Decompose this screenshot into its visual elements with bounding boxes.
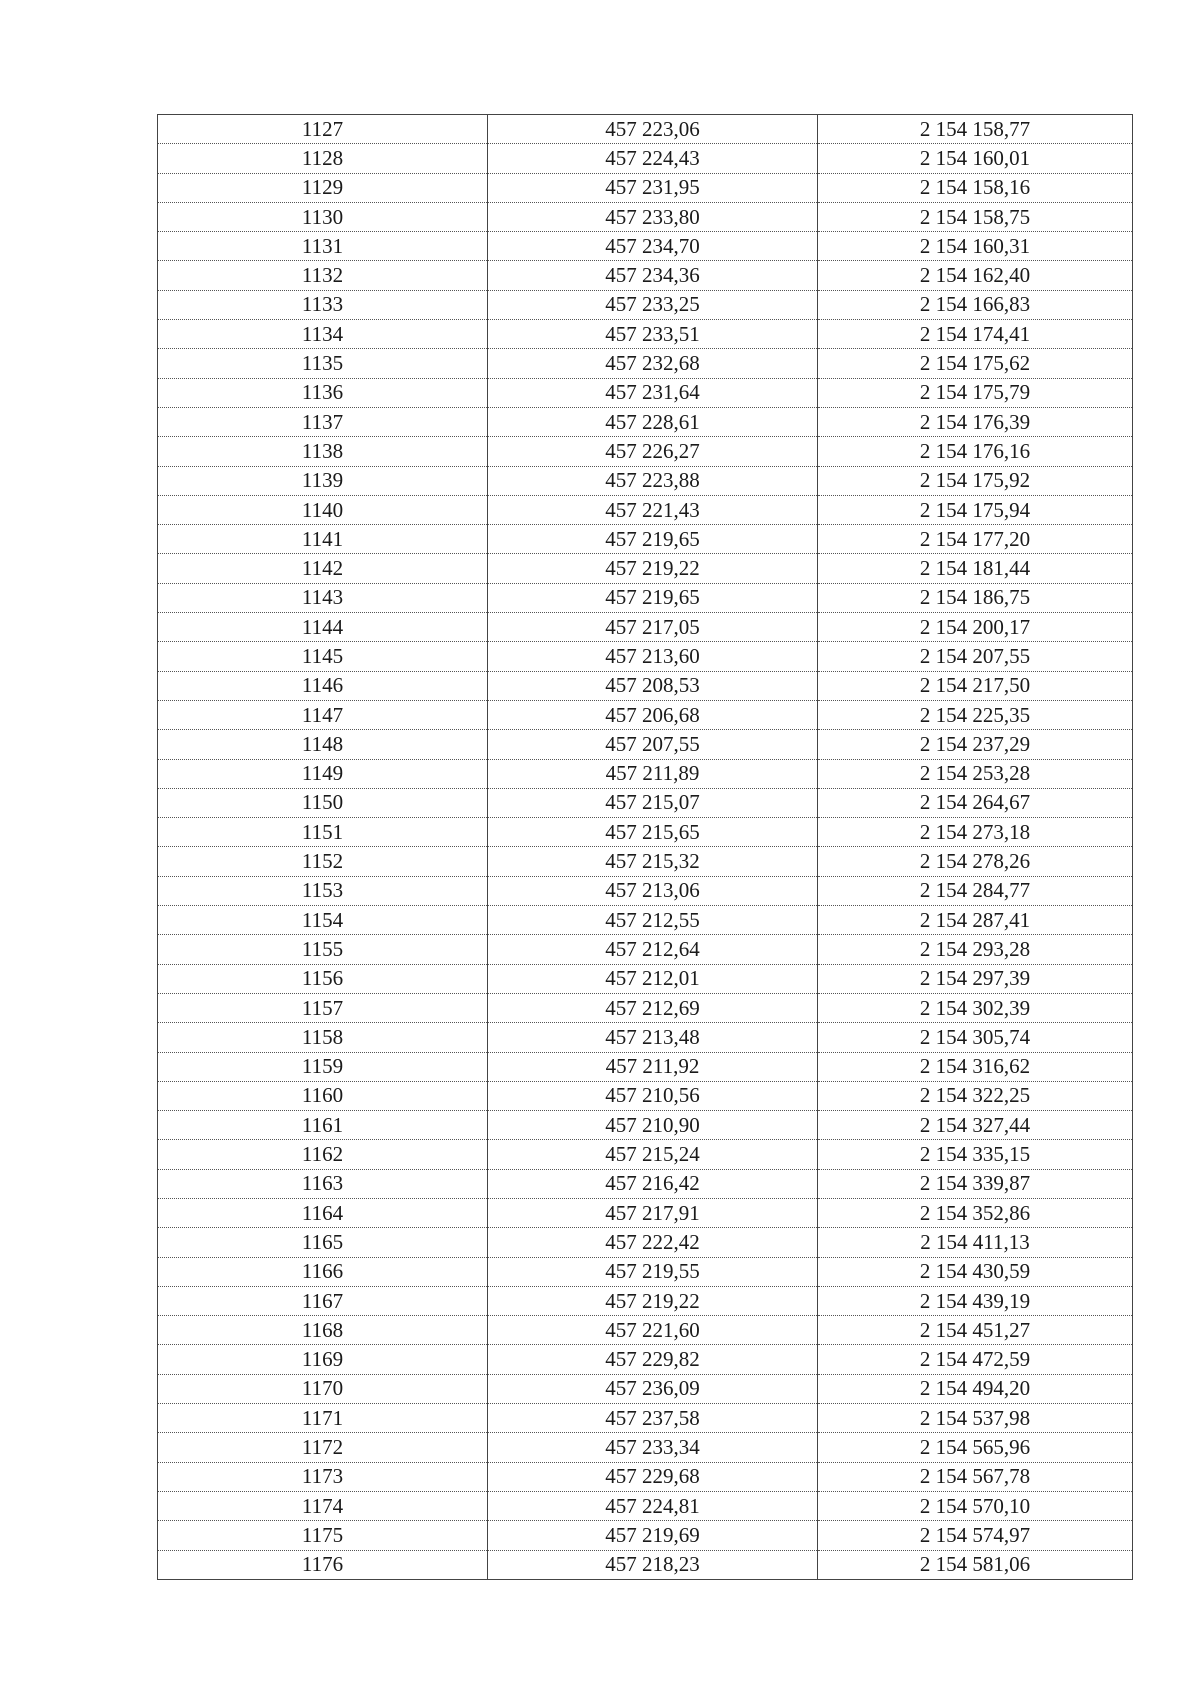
point-number-cell: 1160 <box>158 1081 488 1110</box>
table-row <box>158 1198 1133 1227</box>
y-coordinate-cell: 2 154 158,77 <box>818 115 1133 144</box>
point-number-cell: 1141 <box>158 525 488 554</box>
table-row <box>158 495 1133 524</box>
y-coordinate-cell: 2 154 175,62 <box>818 349 1133 378</box>
point-number-cell: 1137 <box>158 407 488 436</box>
x-coordinate-cell: 457 219,22 <box>488 554 818 583</box>
y-coordinate-cell: 2 154 293,28 <box>818 935 1133 964</box>
table-row <box>158 525 1133 554</box>
x-coordinate-cell: 457 212,01 <box>488 964 818 993</box>
x-coordinate-cell: 457 236,09 <box>488 1374 818 1403</box>
table-row <box>158 261 1133 290</box>
x-coordinate-cell: 457 206,68 <box>488 700 818 729</box>
y-coordinate-cell: 2 154 305,74 <box>818 1023 1133 1052</box>
table-row <box>158 1462 1133 1491</box>
point-number-cell: 1133 <box>158 290 488 319</box>
y-coordinate-cell: 2 154 175,94 <box>818 495 1133 524</box>
point-number-cell: 1153 <box>158 876 488 905</box>
table-row <box>158 876 1133 905</box>
x-coordinate-cell: 457 224,43 <box>488 144 818 173</box>
x-coordinate-cell: 457 223,06 <box>488 115 818 144</box>
y-coordinate-cell: 2 154 207,55 <box>818 642 1133 671</box>
point-number-cell: 1166 <box>158 1257 488 1286</box>
table-row <box>158 1521 1133 1550</box>
point-number-cell: 1158 <box>158 1023 488 1052</box>
table-row <box>158 935 1133 964</box>
table-row <box>158 1433 1133 1462</box>
y-coordinate-cell: 2 154 160,01 <box>818 144 1133 173</box>
table-row <box>158 554 1133 583</box>
table-row <box>158 437 1133 466</box>
table-row <box>158 818 1133 847</box>
point-number-cell: 1146 <box>158 671 488 700</box>
point-number-cell: 1128 <box>158 144 488 173</box>
table-row <box>158 1023 1133 1052</box>
y-coordinate-cell: 2 154 339,87 <box>818 1169 1133 1198</box>
x-coordinate-cell: 457 233,80 <box>488 202 818 231</box>
x-coordinate-cell: 457 221,60 <box>488 1316 818 1345</box>
y-coordinate-cell: 2 154 158,16 <box>818 173 1133 202</box>
x-coordinate-cell: 457 215,24 <box>488 1140 818 1169</box>
x-coordinate-cell: 457 233,34 <box>488 1433 818 1462</box>
x-coordinate-cell: 457 219,65 <box>488 525 818 554</box>
y-coordinate-cell: 2 154 273,18 <box>818 818 1133 847</box>
table-row <box>158 1404 1133 1433</box>
x-coordinate-cell: 457 211,89 <box>488 759 818 788</box>
y-coordinate-cell: 2 154 160,31 <box>818 232 1133 261</box>
y-coordinate-cell: 2 154 158,75 <box>818 202 1133 231</box>
table-row <box>158 788 1133 817</box>
point-number-cell: 1130 <box>158 202 488 231</box>
point-number-cell: 1176 <box>158 1550 488 1579</box>
x-coordinate-cell: 457 213,60 <box>488 642 818 671</box>
x-coordinate-cell: 457 210,56 <box>488 1081 818 1110</box>
table-row <box>158 232 1133 261</box>
point-number-cell: 1149 <box>158 759 488 788</box>
y-coordinate-cell: 2 154 175,79 <box>818 378 1133 407</box>
table-row <box>158 583 1133 612</box>
x-coordinate-cell: 457 215,65 <box>488 818 818 847</box>
y-coordinate-cell: 2 154 567,78 <box>818 1462 1133 1491</box>
point-number-cell: 1157 <box>158 993 488 1022</box>
x-coordinate-cell: 457 233,51 <box>488 320 818 349</box>
x-coordinate-cell: 457 233,25 <box>488 290 818 319</box>
y-coordinate-cell: 2 154 411,13 <box>818 1228 1133 1257</box>
x-coordinate-cell: 457 216,42 <box>488 1169 818 1198</box>
x-coordinate-cell: 457 232,68 <box>488 349 818 378</box>
table-row <box>158 993 1133 1022</box>
coordinates-table <box>157 114 1133 1580</box>
y-coordinate-cell: 2 154 327,44 <box>818 1111 1133 1140</box>
y-coordinate-cell: 2 154 174,41 <box>818 320 1133 349</box>
point-number-cell: 1144 <box>158 613 488 642</box>
table-row <box>158 407 1133 436</box>
point-number-cell: 1164 <box>158 1198 488 1227</box>
point-number-cell: 1161 <box>158 1111 488 1140</box>
y-coordinate-cell: 2 154 225,35 <box>818 700 1133 729</box>
x-coordinate-cell: 457 212,64 <box>488 935 818 964</box>
x-coordinate-cell: 457 217,91 <box>488 1198 818 1227</box>
table-row <box>158 1111 1133 1140</box>
point-number-cell: 1134 <box>158 320 488 349</box>
table-row <box>158 115 1133 144</box>
y-coordinate-cell: 2 154 186,75 <box>818 583 1133 612</box>
y-coordinate-cell: 2 154 494,20 <box>818 1374 1133 1403</box>
point-number-cell: 1138 <box>158 437 488 466</box>
table-row <box>158 1316 1133 1345</box>
x-coordinate-cell: 457 207,55 <box>488 730 818 759</box>
table-row <box>158 202 1133 231</box>
point-number-cell: 1150 <box>158 788 488 817</box>
table-row <box>158 320 1133 349</box>
table-row <box>158 1140 1133 1169</box>
point-number-cell: 1139 <box>158 466 488 495</box>
point-number-cell: 1132 <box>158 261 488 290</box>
table-row <box>158 290 1133 319</box>
x-coordinate-cell: 457 208,53 <box>488 671 818 700</box>
x-coordinate-cell: 457 219,22 <box>488 1286 818 1315</box>
table-row <box>158 466 1133 495</box>
x-coordinate-cell: 457 217,05 <box>488 613 818 642</box>
x-coordinate-cell: 457 219,65 <box>488 583 818 612</box>
point-number-cell: 1131 <box>158 232 488 261</box>
table-row <box>158 671 1133 700</box>
y-coordinate-cell: 2 154 574,97 <box>818 1521 1133 1550</box>
table-row <box>158 700 1133 729</box>
table-row <box>158 173 1133 202</box>
y-coordinate-cell: 2 154 335,15 <box>818 1140 1133 1169</box>
y-coordinate-cell: 2 154 253,28 <box>818 759 1133 788</box>
point-number-cell: 1127 <box>158 115 488 144</box>
x-coordinate-cell: 457 219,69 <box>488 1521 818 1550</box>
point-number-cell: 1148 <box>158 730 488 759</box>
point-number-cell: 1165 <box>158 1228 488 1257</box>
x-coordinate-cell: 457 219,55 <box>488 1257 818 1286</box>
point-number-cell: 1159 <box>158 1052 488 1081</box>
y-coordinate-cell: 2 154 581,06 <box>818 1550 1133 1579</box>
point-number-cell: 1145 <box>158 642 488 671</box>
x-coordinate-cell: 457 213,06 <box>488 876 818 905</box>
point-number-cell: 1163 <box>158 1169 488 1198</box>
point-number-cell: 1129 <box>158 173 488 202</box>
y-coordinate-cell: 2 154 264,67 <box>818 788 1133 817</box>
x-coordinate-cell: 457 229,82 <box>488 1345 818 1374</box>
point-number-cell: 1170 <box>158 1374 488 1403</box>
table-row <box>158 1169 1133 1198</box>
table-row <box>158 1228 1133 1257</box>
table-row <box>158 1491 1133 1520</box>
x-coordinate-cell: 457 223,88 <box>488 466 818 495</box>
point-number-cell: 1172 <box>158 1433 488 1462</box>
x-coordinate-cell: 457 212,55 <box>488 906 818 935</box>
coordinates-table-body <box>158 115 1133 1580</box>
x-coordinate-cell: 457 212,69 <box>488 993 818 1022</box>
y-coordinate-cell: 2 154 570,10 <box>818 1491 1133 1520</box>
y-coordinate-cell: 2 154 177,20 <box>818 525 1133 554</box>
point-number-cell: 1142 <box>158 554 488 583</box>
x-coordinate-cell: 457 215,07 <box>488 788 818 817</box>
table-row <box>158 1286 1133 1315</box>
y-coordinate-cell: 2 154 287,41 <box>818 906 1133 935</box>
point-number-cell: 1175 <box>158 1521 488 1550</box>
x-coordinate-cell: 457 228,61 <box>488 407 818 436</box>
point-number-cell: 1173 <box>158 1462 488 1491</box>
y-coordinate-cell: 2 154 322,25 <box>818 1081 1133 1110</box>
y-coordinate-cell: 2 154 316,62 <box>818 1052 1133 1081</box>
y-coordinate-cell: 2 154 297,39 <box>818 964 1133 993</box>
x-coordinate-cell: 457 226,27 <box>488 437 818 466</box>
table-row <box>158 1052 1133 1081</box>
x-coordinate-cell: 457 211,92 <box>488 1052 818 1081</box>
point-number-cell: 1140 <box>158 495 488 524</box>
x-coordinate-cell: 457 237,58 <box>488 1404 818 1433</box>
point-number-cell: 1136 <box>158 378 488 407</box>
point-number-cell: 1154 <box>158 906 488 935</box>
y-coordinate-cell: 2 154 176,16 <box>818 437 1133 466</box>
y-coordinate-cell: 2 154 166,83 <box>818 290 1133 319</box>
y-coordinate-cell: 2 154 200,17 <box>818 613 1133 642</box>
y-coordinate-cell: 2 154 565,96 <box>818 1433 1133 1462</box>
table-row <box>158 1550 1133 1579</box>
x-coordinate-cell: 457 231,64 <box>488 378 818 407</box>
point-number-cell: 1156 <box>158 964 488 993</box>
point-number-cell: 1135 <box>158 349 488 378</box>
table-row <box>158 759 1133 788</box>
x-coordinate-cell: 457 215,32 <box>488 847 818 876</box>
y-coordinate-cell: 2 154 217,50 <box>818 671 1133 700</box>
point-number-cell: 1152 <box>158 847 488 876</box>
y-coordinate-cell: 2 154 439,19 <box>818 1286 1133 1315</box>
x-coordinate-cell: 457 218,23 <box>488 1550 818 1579</box>
x-coordinate-cell: 457 221,43 <box>488 495 818 524</box>
table-row <box>158 642 1133 671</box>
point-number-cell: 1155 <box>158 935 488 964</box>
x-coordinate-cell: 457 229,68 <box>488 1462 818 1491</box>
point-number-cell: 1168 <box>158 1316 488 1345</box>
table-row <box>158 906 1133 935</box>
y-coordinate-cell: 2 154 278,26 <box>818 847 1133 876</box>
point-number-cell: 1167 <box>158 1286 488 1315</box>
table-row <box>158 1345 1133 1374</box>
point-number-cell: 1171 <box>158 1404 488 1433</box>
y-coordinate-cell: 2 154 537,98 <box>818 1404 1133 1433</box>
point-number-cell: 1147 <box>158 700 488 729</box>
table-row <box>158 1257 1133 1286</box>
y-coordinate-cell: 2 154 352,86 <box>818 1198 1133 1227</box>
table-row <box>158 144 1133 173</box>
y-coordinate-cell: 2 154 472,59 <box>818 1345 1133 1374</box>
y-coordinate-cell: 2 154 284,77 <box>818 876 1133 905</box>
table-row <box>158 1374 1133 1403</box>
point-number-cell: 1174 <box>158 1491 488 1520</box>
point-number-cell: 1169 <box>158 1345 488 1374</box>
y-coordinate-cell: 2 154 451,27 <box>818 1316 1133 1345</box>
y-coordinate-cell: 2 154 181,44 <box>818 554 1133 583</box>
table-row <box>158 964 1133 993</box>
y-coordinate-cell: 2 154 237,29 <box>818 730 1133 759</box>
x-coordinate-cell: 457 224,81 <box>488 1491 818 1520</box>
y-coordinate-cell: 2 154 430,59 <box>818 1257 1133 1286</box>
y-coordinate-cell: 2 154 175,92 <box>818 466 1133 495</box>
point-number-cell: 1143 <box>158 583 488 612</box>
table-row <box>158 730 1133 759</box>
x-coordinate-cell: 457 231,95 <box>488 173 818 202</box>
point-number-cell: 1151 <box>158 818 488 847</box>
table-row <box>158 613 1133 642</box>
y-coordinate-cell: 2 154 162,40 <box>818 261 1133 290</box>
x-coordinate-cell: 457 234,36 <box>488 261 818 290</box>
point-number-cell: 1162 <box>158 1140 488 1169</box>
x-coordinate-cell: 457 210,90 <box>488 1111 818 1140</box>
x-coordinate-cell: 457 213,48 <box>488 1023 818 1052</box>
table-row <box>158 847 1133 876</box>
table-row <box>158 349 1133 378</box>
table-row <box>158 378 1133 407</box>
table-row <box>158 1081 1133 1110</box>
y-coordinate-cell: 2 154 302,39 <box>818 993 1133 1022</box>
x-coordinate-cell: 457 234,70 <box>488 232 818 261</box>
x-coordinate-cell: 457 222,42 <box>488 1228 818 1257</box>
y-coordinate-cell: 2 154 176,39 <box>818 407 1133 436</box>
